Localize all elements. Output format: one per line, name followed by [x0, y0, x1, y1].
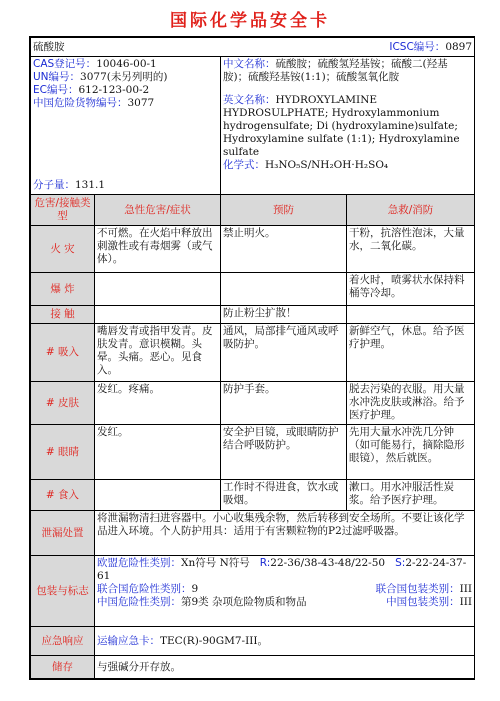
icsc-value: 0897 [445, 40, 473, 53]
header-prevention: 预防 [221, 195, 347, 226]
row-prevention: 安全护目镜，或眼睛防护结合呼吸防护。 [221, 425, 347, 480]
cas-label: CAS登记号： [33, 58, 97, 70]
row-hazard [95, 480, 221, 511]
spill-label: 泄漏处置 [31, 511, 95, 556]
emergency-key: 运输应急卡： [97, 634, 160, 647]
identity-row [31, 57, 475, 195]
un-class-value: 9 [191, 583, 199, 595]
row-prevention [221, 273, 347, 306]
eu-class-label: 欧盟危险性类别： [97, 557, 181, 569]
table-row [31, 480, 475, 511]
row-first-aid: 脱去污染的衣服。用大量水冲洗皮肤或淋浴。给予医疗护理。 [347, 382, 475, 425]
emergency-row [31, 627, 475, 656]
cn-pack-label: 中国包装类别： [386, 596, 460, 608]
row-type: 爆 炸 [31, 273, 95, 306]
table-row [31, 273, 475, 306]
storage-row [31, 656, 475, 679]
row-prevention: 禁止明火。 [221, 226, 347, 273]
un-pack-value: III [459, 583, 473, 595]
row-first-aid: 干粉，抗溶性泡沫，大量水，二氧化碳。 [347, 226, 475, 273]
cn-name-label: 中文名称： [223, 58, 276, 70]
row-type: # 食入 [31, 480, 95, 511]
eu-class-value: Xn符号 N符号 [181, 557, 250, 569]
card-table [30, 37, 475, 679]
cn-pack-value: III [459, 596, 473, 608]
row-prevention: 通风，局部排气通风或呼吸防护。 [221, 324, 347, 382]
row-hazard: 嘴唇发青或指甲发青。皮肤发青。意识模糊。头晕。头痛。恶心。见食入。 [95, 324, 221, 382]
header-first-aid: 急救/消防 [347, 195, 475, 226]
header-type: 危害/接触类型 [31, 195, 95, 226]
header-hazard: 急性危害/症状 [95, 195, 221, 226]
row-first-aid: 新鲜空气，休息。给予医疗护理。 [347, 324, 475, 382]
card-title: 国际化学品安全卡 [170, 11, 330, 31]
table-row [31, 425, 475, 480]
emergency-label: 应急响应 [31, 627, 95, 656]
chemical-name: 硫酸胺 [33, 40, 65, 53]
row-hazard: 不可燃。在火焰中释放出刺激性或有毒烟雾（或气体）。 [95, 226, 221, 273]
spill-text: 将泄漏物清扫进容器中。小心收集残余物，然后转移到安全场所。不要让该化学品进入环境。个人防护用具：适用于有害颗粒物的P2过滤呼吸器。 [95, 511, 475, 556]
cn-name-value: 硫酸胺；硫酸氢羟基铵；硫酸二(羟基胺)；硫酸羟基铵(1:1)；硫酸氢氧化胺 [223, 58, 448, 83]
row-first-aid [347, 306, 475, 324]
row-type: 火 灾 [31, 226, 95, 273]
row-type: # 吸入 [31, 324, 95, 382]
table-row [31, 306, 475, 324]
row-first-aid: 漱口。用水冲服活性炭浆。给予医疗护理。 [347, 480, 475, 511]
un-class-label: 联合国危险性类别： [97, 583, 192, 595]
un-label: UN编号： [33, 71, 81, 83]
cn-dg-value: 3077 [127, 97, 155, 109]
row-first-aid: 着火时，喷雾状水保持料桶等冷却。 [347, 273, 475, 306]
table-row [31, 324, 475, 382]
en-name-value: HYDROXYLAMINE HYDROSULPHATE; Hydroxylammonium hydrogensulfate; Di (hydroxylamine)sulfate; Hydroxylamine sulfate (1:1); Hydroxylamine sulfate [223, 94, 460, 158]
row-prevention: 防护手套。 [221, 382, 347, 425]
storage-text: 与强碱分开存放。 [95, 656, 475, 679]
row-type: # 皮肤 [31, 382, 95, 425]
row-hazard [95, 306, 221, 324]
formula-value: H₃NO₅S/NH₂OH·H₂SO₄ [265, 159, 389, 171]
ec-label: EC编号： [33, 84, 79, 96]
en-name-label: 英文名称： [223, 94, 276, 106]
packaging-label: 包装与标志 [31, 556, 95, 627]
row-prevention: 工作时不得进食，饮水或吸烟。 [221, 480, 347, 511]
row-type: 接 触 [31, 306, 95, 324]
cn-class-label: 中国危险性类别： [97, 596, 181, 608]
s-phrase-label: S: [395, 557, 406, 569]
row-hazard: 发红。疼痛。 [95, 382, 221, 425]
cn-dg-label: 中国危险货物编号： [33, 97, 128, 109]
cas-value: 10046-00-1 [96, 58, 157, 70]
r-phrase-value: 22-36/38-43-48/22-50 [270, 557, 386, 569]
name-row [31, 38, 475, 57]
storage-label: 储存 [31, 656, 95, 679]
row-prevention: 防止粉尘扩散！ [221, 306, 347, 324]
header-row [31, 195, 475, 226]
formula-label: 化学式： [223, 159, 265, 171]
row-hazard: 发红。 [95, 425, 221, 480]
cn-class-value: 第9类 杂项危险物质和物品 [181, 596, 307, 608]
icsc-label: ICSC编号： [389, 40, 446, 53]
r-phrase-label: R: [259, 557, 271, 569]
row-hazard [95, 273, 221, 306]
s-phrase-value: 2-22-24-37-61 [97, 557, 467, 582]
un-value: 3077(未另列明的) [80, 71, 168, 83]
table-row [31, 382, 475, 425]
mw-label: 分子量： [33, 179, 75, 191]
row-type: # 眼睛 [31, 425, 95, 480]
emergency-value: TEC(R)-90GM7-III。 [160, 634, 269, 647]
table-row [31, 226, 475, 273]
spill-row [31, 511, 475, 556]
packaging-row [31, 556, 475, 627]
safety-card [29, 36, 475, 680]
un-pack-label: 联合国包装类别： [375, 583, 460, 595]
ec-value: 612-123-00-2 [78, 84, 150, 96]
row-first-aid: 先用大量水冲洗几分钟（如可能易行，摘除隐形眼镜），然后就医。 [347, 425, 475, 480]
mw-value: 131.1 [75, 179, 106, 191]
